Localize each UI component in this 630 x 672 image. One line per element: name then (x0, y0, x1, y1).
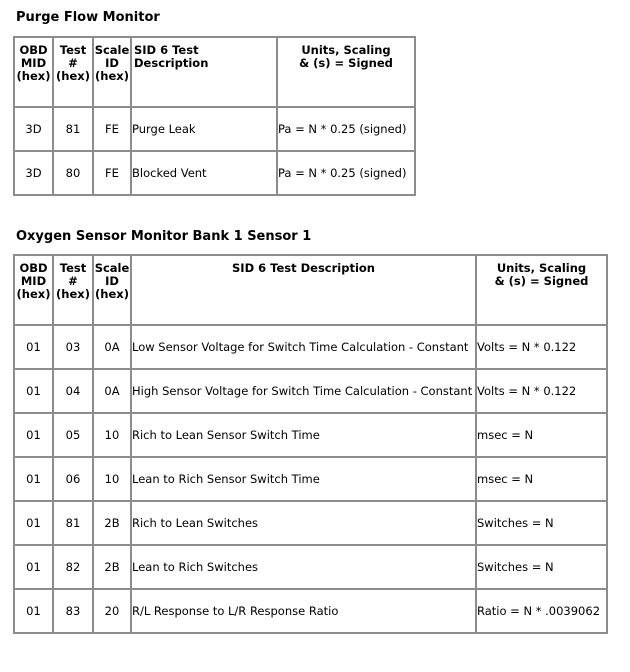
cell-mid: 01 (14, 457, 53, 501)
table-row (14, 151, 415, 195)
header-units: Units, Scaling & (s) = Signed (277, 37, 415, 107)
header-scale-id: Scale ID (hex) (93, 37, 131, 107)
cell-mid: 01 (14, 369, 53, 413)
cell-description: High Sensor Voltage for Switch Time Calculation - Constant (131, 369, 476, 413)
cell-test: 82 (53, 545, 93, 589)
header-test-number: Test # (hex) (53, 37, 93, 107)
cell-test: 05 (53, 413, 93, 457)
cell-units: Switches = N (476, 501, 607, 545)
cell-units: Volts = N * 0.122 (476, 325, 607, 369)
header-obd-mid: OBD MID (hex) (14, 37, 53, 107)
cell-units: Ratio = N * .0039062 (476, 589, 607, 633)
cell-mid: 01 (14, 589, 53, 633)
table-row (14, 107, 415, 151)
cell-mid: 01 (14, 325, 53, 369)
header-test-number: Test # (hex) (53, 255, 93, 325)
section-title-oxygen-sensor: Oxygen Sensor Monitor Bank 1 Sensor 1 (16, 229, 312, 244)
table-header-row (14, 37, 415, 107)
cell-description: Rich to Lean Sensor Switch Time (131, 413, 476, 457)
cell-test: 81 (53, 501, 93, 545)
cell-test: 80 (53, 151, 93, 195)
oxygen-sensor-table (13, 254, 608, 634)
cell-scale: FE (93, 107, 131, 151)
table-row (14, 413, 607, 457)
cell-units: Pa = N * 0.25 (signed) (277, 107, 415, 151)
cell-units: Switches = N (476, 545, 607, 589)
cell-mid: 01 (14, 545, 53, 589)
cell-scale: 2B (93, 545, 131, 589)
cell-units: msec = N (476, 413, 607, 457)
cell-description: Lean to Rich Sensor Switch Time (131, 457, 476, 501)
header-units: Units, Scaling & (s) = Signed (476, 255, 607, 325)
cell-scale: 10 (93, 413, 131, 457)
cell-units: Pa = N * 0.25 (signed) (277, 151, 415, 195)
cell-description: Blocked Vent (131, 151, 277, 195)
cell-scale: 10 (93, 457, 131, 501)
cell-mid: 3D (14, 107, 53, 151)
table-row (14, 589, 607, 633)
cell-description: Purge Leak (131, 107, 277, 151)
cell-scale: 0A (93, 369, 131, 413)
cell-scale: 20 (93, 589, 131, 633)
cell-description: Rich to Lean Switches (131, 501, 476, 545)
cell-mid: 01 (14, 501, 53, 545)
table-row (14, 325, 607, 369)
section-title-purge-flow: Purge Flow Monitor (16, 10, 160, 25)
cell-units: msec = N (476, 457, 607, 501)
header-description: SID 6 Test Description (131, 255, 476, 325)
table-row (14, 457, 607, 501)
cell-description: Low Sensor Voltage for Switch Time Calculation - Constant (131, 325, 476, 369)
header-description: SID 6 Test Description (131, 37, 277, 107)
cell-scale: 0A (93, 325, 131, 369)
cell-mid: 3D (14, 151, 53, 195)
cell-scale: 2B (93, 501, 131, 545)
cell-description: Lean to Rich Switches (131, 545, 476, 589)
cell-scale: FE (93, 151, 131, 195)
cell-description: R/L Response to L/R Response Ratio (131, 589, 476, 633)
cell-test: 03 (53, 325, 93, 369)
purge-flow-table (13, 36, 416, 196)
table-header-row (14, 255, 607, 325)
header-scale-id: Scale ID (hex) (93, 255, 131, 325)
cell-test: 83 (53, 589, 93, 633)
table-row (14, 369, 607, 413)
table-row (14, 501, 607, 545)
table-row (14, 545, 607, 589)
cell-test: 06 (53, 457, 93, 501)
cell-test: 81 (53, 107, 93, 151)
cell-units: Volts = N * 0.122 (476, 369, 607, 413)
cell-test: 04 (53, 369, 93, 413)
cell-mid: 01 (14, 413, 53, 457)
header-obd-mid: OBD MID (hex) (14, 255, 53, 325)
